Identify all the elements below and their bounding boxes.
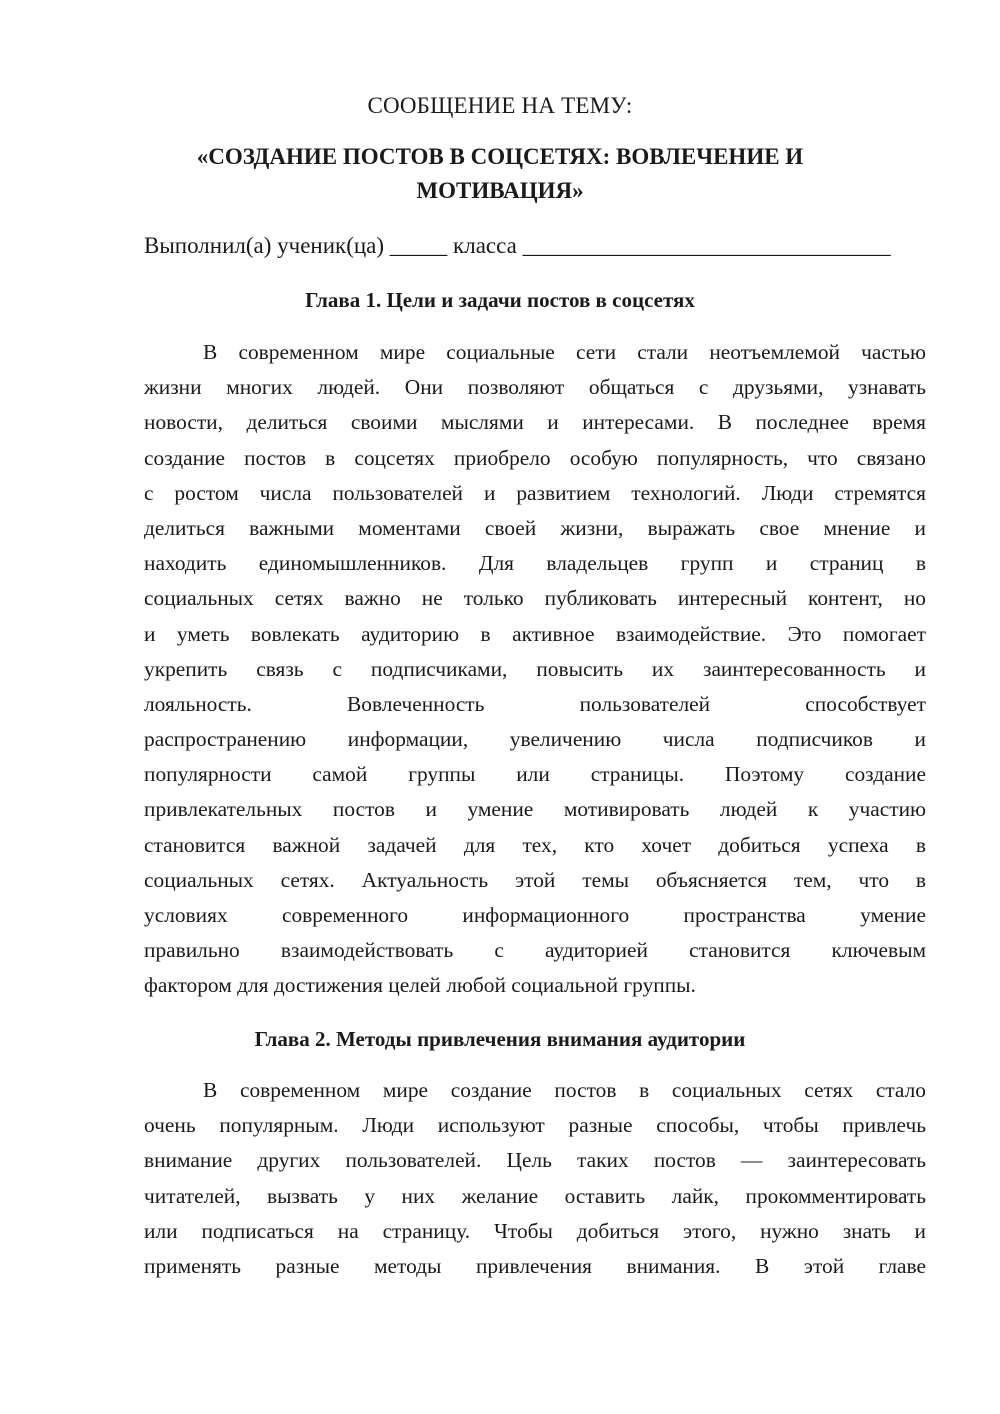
paragraph-line: фактором для достижения целей любой социальной группы.: [144, 973, 696, 998]
paragraph-line: применять разные методы привлечения внимания. В этой главе: [144, 1253, 926, 1278]
author-line: Выполнил(а) ученик(ца) _____ класса ________________________________: [144, 233, 891, 258]
paragraph-line: условиях современного информационного пространства умение: [144, 903, 926, 927]
paragraph-line: укрепить связь с подписчиками, повысить их заинтересованность и: [144, 656, 926, 681]
paragraph-line: социальных сетях. Актуальность этой темы объясняется тем, что в: [144, 867, 926, 892]
paragraph-line: очень популярным. Люди используют разные способы, чтобы привлечь: [144, 1113, 926, 1138]
paragraph-line: жизни многих людей. Они позволяют общаться с друзьями, узнавать: [144, 375, 926, 400]
paragraph-line: В современном мире создание постов в социальных сетях стало: [203, 1078, 926, 1102]
paragraph-line: В современном мире социальные сети стали неотъемлемой частью: [203, 340, 926, 364]
document-title-line-1: «СОЗДАНИЕ ПОСТОВ В СОЦСЕТЯХ: ВОВЛЕЧЕНИЕ И: [196, 144, 804, 169]
chapter-2-paragraph: [144, 1073, 926, 1284]
chapter-1-paragraph: [144, 335, 926, 1004]
chapter-1-title: Глава 1. Цели и задачи постов в соцсетях: [305, 288, 695, 312]
paragraph-line: внимание других пользователей. Цель таких постов — заинтересовать: [144, 1148, 926, 1173]
paragraph-line: создание постов в соцсетях приобрело особую популярность, что связано: [144, 445, 926, 470]
paragraph-line: правильно взаимодействовать с аудиторией становится ключевым: [144, 938, 926, 963]
paragraph-line: и уметь вовлекать аудиторию в активное взаимодействие. Это помогает: [144, 621, 926, 646]
paragraph-line: новости, делиться своими мыслями и интересами. В последнее время: [144, 410, 926, 435]
paragraph-line: или подписаться на страницу. Чтобы добиться этого, нужно знать и: [144, 1218, 926, 1243]
document-title: [0, 140, 1000, 208]
paragraph-line: делиться важными моментами своей жизни, выражать свое мнение и: [144, 515, 926, 540]
paragraph-line: привлекательных постов и умение мотивировать людей к участию: [144, 797, 926, 822]
paragraph-line: становится важной задачей для тех, кто хочет добиться успеха в: [144, 832, 926, 857]
paragraph-line: лояльность. Вовлеченность пользователей способствует: [144, 691, 926, 716]
paragraph-line: социальных сетях важно не только публиковать интересный контент, но: [144, 586, 926, 611]
paragraph-line: распространению информации, увеличению числа подписчиков и: [144, 727, 926, 752]
paragraph-line: популярности самой группы или страницы. Поэтому создание: [144, 762, 926, 787]
paragraph-line: находить единомышленников. Для владельцев групп и страниц в: [144, 551, 926, 576]
paragraph-line: читателей, вызвать у них желание оставить лайк, прокомментировать: [144, 1183, 926, 1208]
document-title-line-2: МОТИВАЦИЯ»: [416, 178, 584, 203]
document-heading: СООБЩЕНИЕ НА ТЕМУ:: [367, 93, 633, 118]
paragraph-line: с ростом числа пользователей и развитием технологий. Люди стремятся: [144, 480, 926, 505]
chapter-2-title: Глава 2. Методы привлечения внимания аудитории: [254, 1027, 746, 1051]
